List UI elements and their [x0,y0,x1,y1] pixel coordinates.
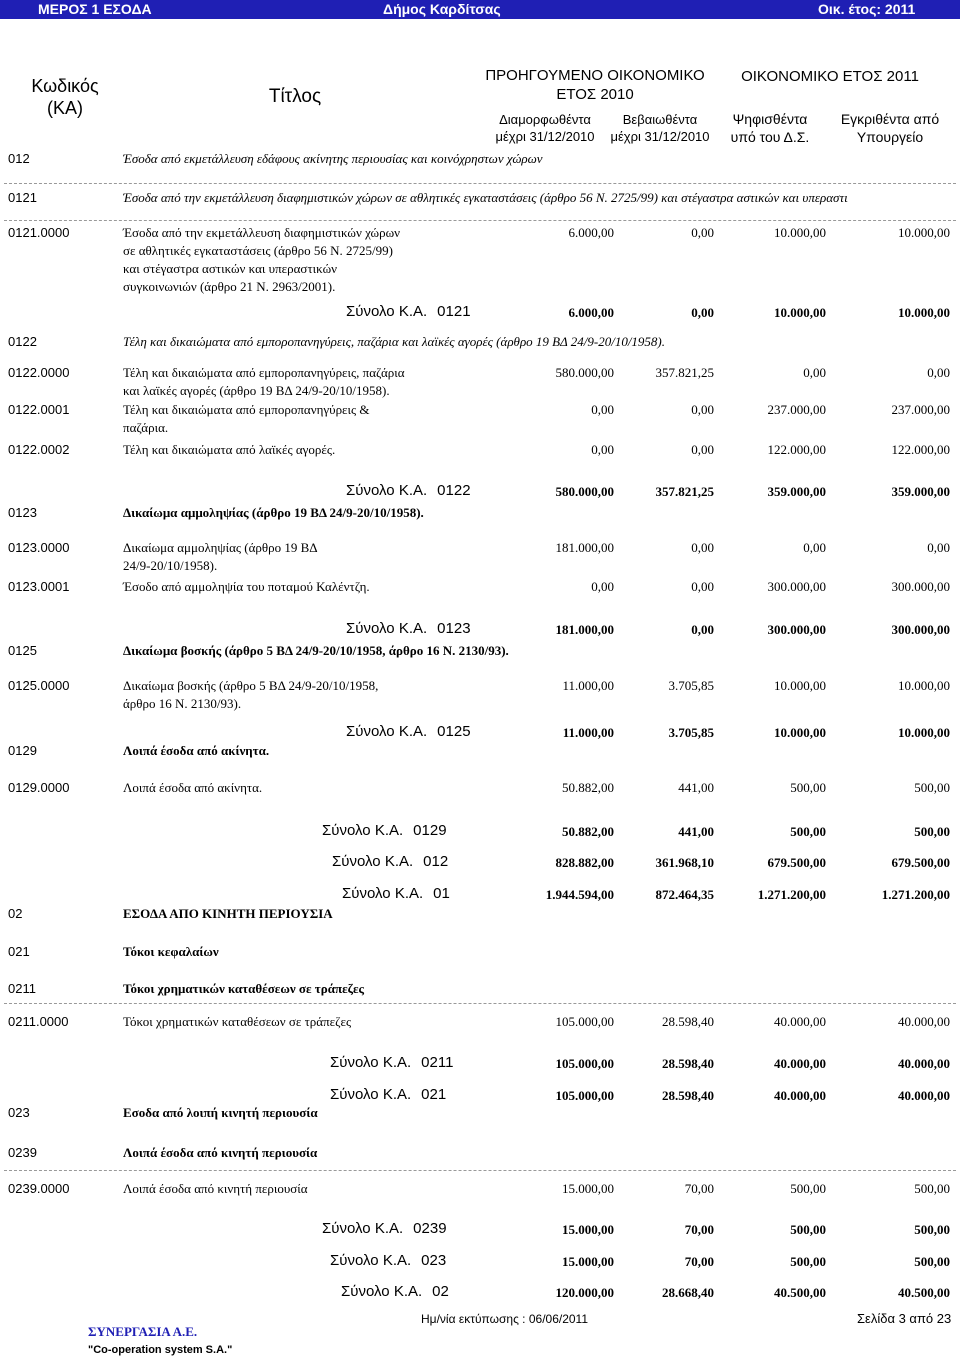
total-formed-value: 105.000,00 [555,1056,614,1071]
page-number: Σελίδα 3 από 23 [857,1311,952,1326]
item-code: 0129.0000 [8,780,70,795]
heading-code: 012 [8,151,30,166]
total-approved-value: 300.000,00 [891,622,950,637]
total-code: 0239 [413,1220,447,1237]
item-approved-value: 0,00 [927,540,950,555]
total-label-text: Σύνολο Κ.Α. [330,1086,412,1103]
total-code: 0122 [437,482,471,499]
heading-code: 0121 [8,190,37,205]
item-approved-value: 40.000,00 [898,1014,950,1029]
total-label-text: Σύνολο Κ.Α. [322,1220,404,1237]
item-description-line: Έσοδα από την εκμετάλλευση διαφημιστικών χώρων [123,225,401,240]
fiscal-year-header: ΟΙΚΟΝΟΜΙΚΟ ΕΤΟΣ 2011 [741,68,919,85]
heading-title: Δικαίωμα βοσκής (άρθρο 5 ΒΔ 24/9-20/10/1958, άρθρο 16 Ν. 2130/93). [123,643,509,658]
total-voted-value: 40.000,00 [774,1056,826,1071]
total-label [330,1086,446,1103]
section-label: ΜΕΡΟΣ 1 ΕΣΟΔΑ [38,1,152,17]
item-description-line: Λοιπά έσοδα από ακίνητα. [123,780,263,795]
heading-title: Τέλη και δικαιώματα από εμποροπανηγύρεις, παζάρια και λαϊκές αγορές (άρθρο 19 ΒΔ 24/9-20/10/1958). [123,334,666,349]
item-code: 0122.0002 [8,442,70,457]
item-description-line: 24/9-20/10/1958). [123,558,218,573]
total-formed-value: 105.000,00 [555,1088,614,1103]
total-certified-value: 0,00 [691,622,714,637]
total-formed-value: 11.000,00 [562,725,614,740]
total-certified-value: 361.968,10 [655,855,714,870]
item-formed-value: 11.000,00 [562,678,614,693]
item-description-line: σε αθλητικές εγκαταστάσεις (άρθρο 56 Ν. 2725/99) [123,243,393,258]
total-approved-value: 500,00 [914,1222,950,1237]
total-certified-value: 3.705,85 [668,725,714,740]
item-certified-value: 3.705,85 [668,678,714,693]
item-code: 0239.0000 [8,1181,70,1196]
row-divider [4,1003,956,1004]
total-certified-value: 0,00 [691,305,714,320]
item-description-line: Τέλη και δικαιώματα από λαϊκές αγορές. [123,442,336,457]
item-approved-value: 10.000,00 [898,678,950,693]
item-description-line: Τέλη και δικαιώματα από εμποροπανηγύρεις, παζάρια [123,365,405,380]
item-code: 0122.0001 [8,402,70,417]
total-certified-value: 28.668,40 [662,1285,714,1300]
item-voted-value: 300.000,00 [767,579,826,594]
total-label [330,1252,446,1269]
item-formed-value: 105.000,00 [555,1014,614,1029]
total-label [346,482,471,499]
row-divider [4,220,956,221]
total-approved-value: 40.500,00 [898,1285,950,1300]
item-certified-value: 441,00 [678,780,714,795]
total-voted-value: 10.000,00 [774,725,826,740]
total-approved-value: 10.000,00 [898,725,950,740]
item-formed-value: 0,00 [591,402,614,417]
heading-title: Εσοδα από λοιπή κινητή περιουσία [123,1105,318,1120]
item-voted-value: 500,00 [790,1181,826,1196]
heading-code: 0125 [8,643,37,658]
item-formed-value: 0,00 [591,442,614,457]
item-code: 0122.0000 [8,365,70,380]
total-label-text: Σύνολο Κ.Α. [346,723,428,740]
heading-code: 021 [8,944,30,959]
total-formed-value: 6.000,00 [568,305,614,320]
item-description-line: Τόκοι χρηματικών καταθέσεων σε τράπεζες [123,1014,352,1029]
total-approved-value: 500,00 [914,1254,950,1269]
item-code: 0125.0000 [8,678,70,693]
total-code: 0129 [413,822,447,839]
total-approved-value: 10.000,00 [898,305,950,320]
total-formed-value: 50.882,00 [562,824,614,839]
item-certified-value: 0,00 [691,225,714,240]
total-certified-value: 28.598,40 [662,1056,714,1071]
total-certified-value: 70,00 [684,1222,714,1237]
item-description-line: και λαϊκές αγορές (άρθρο 19 ΒΔ 24/9-20/10/1958). [123,383,390,398]
total-label [346,303,471,320]
total-formed-value: 580.000,00 [555,484,614,499]
heading-code: 0122 [8,334,37,349]
item-description-line: Έσοδο από αμμοληψία του ποταμού Καλέντζη. [123,579,370,594]
total-voted-value: 300.000,00 [767,622,826,637]
certified-column-header: Βεβαιωθέντα μέχρι 31/12/2010 [610,112,710,144]
total-certified-value: 872.464,35 [655,887,714,902]
total-code: 01 [433,885,450,902]
approved-column-header: Εγκριθέντα από Υπουργείο [840,111,940,145]
item-description-line: παζάρια. [123,420,169,435]
total-label [332,853,448,870]
total-approved-value: 500,00 [914,824,950,839]
top-bar [0,0,960,19]
total-voted-value: 500,00 [790,1222,826,1237]
total-approved-value: 679.500,00 [891,855,950,870]
total-voted-value: 1.271.200,00 [757,887,826,902]
voted-column-header: Ψηφισθέντα υπό του Δ.Σ. [730,111,810,145]
item-certified-value: 70,00 [684,1181,714,1196]
heading-title: Λοιπά έσοδα από κινητή περιουσία [123,1145,318,1160]
total-code: 0121 [437,303,471,320]
item-approved-value: 122.000,00 [891,442,950,457]
total-code: 0211 [421,1054,454,1071]
item-description-line: Τέλη και δικαιώματα από εμποροπανηγύρεις & [123,402,370,417]
total-formed-value: 1.944.594,00 [545,887,614,902]
total-label-text: Σύνολο Κ.Α. [346,303,428,320]
total-code: 012 [423,853,449,870]
total-label-text: Σύνολο Κ.Α. [346,620,428,637]
heading-title: ΕΣΟΔΑ ΑΠΟ ΚΙΝΗΤΗ ΠΕΡΙΟΥΣΙΑ [123,906,333,921]
item-description-line: συγκοινωνιών (άρθρο 21 Ν. 2963/2001). [123,279,336,294]
total-label-text: Σύνολο Κ.Α. [341,1283,423,1300]
item-code: 0123.0001 [8,579,70,594]
heading-code: 0129 [8,743,37,758]
total-code: 021 [421,1086,447,1103]
total-formed-value: 15.000,00 [562,1254,614,1269]
item-formed-value: 15.000,00 [562,1181,614,1196]
item-formed-value: 6.000,00 [568,225,614,240]
item-certified-value: 0,00 [691,540,714,555]
heading-code: 0123 [8,505,37,520]
total-label-text: Σύνολο Κ.Α. [330,1054,412,1071]
item-approved-value: 10.000,00 [898,225,950,240]
heading-code: 0239 [8,1145,37,1160]
total-certified-value: 357.821,25 [655,484,714,499]
item-code: 0123.0000 [8,540,70,555]
total-voted-value: 40.500,00 [774,1285,826,1300]
total-code: 0123 [437,620,471,637]
total-formed-value: 120.000,00 [555,1285,614,1300]
item-voted-value: 40.000,00 [774,1014,826,1029]
total-label-text: Σύνολο Κ.Α. [342,885,424,902]
total-voted-value: 500,00 [790,1254,826,1269]
total-certified-value: 441,00 [678,824,714,839]
item-certified-value: 0,00 [691,579,714,594]
item-voted-value: 237.000,00 [767,402,826,417]
total-label [346,620,471,637]
total-voted-value: 10.000,00 [774,305,826,320]
item-approved-value: 237.000,00 [891,402,950,417]
row-divider [4,1170,956,1171]
company-name: ΣΥΝΕΡΓΑΣΙΑ Α.Ε. [88,1324,198,1339]
heading-code: 023 [8,1105,30,1120]
total-certified-value: 70,00 [684,1254,714,1269]
item-code: 0211.0000 [8,1014,69,1029]
heading-title: Τόκοι χρηματικών καταθέσεων σε τράπεζες [123,981,365,996]
total-label [330,1054,453,1071]
prev-year-header: ΠΡΟΗΓΟΥΜΕΝΟ ΟΙΚΟΝΟΜΙΚΟ ΕΤΟΣ 2010 [485,67,705,103]
fiscal-year-label: Οικ. έτος: 2011 [818,1,916,17]
heading-code: 02 [8,906,23,921]
total-approved-value: 40.000,00 [898,1088,950,1103]
item-certified-value: 0,00 [691,402,714,417]
item-voted-value: 10.000,00 [774,678,826,693]
item-certified-value: 357.821,25 [655,365,714,380]
total-label-text: Σύνολο Κ.Α. [332,853,414,870]
item-description-line: Λοιπά έσοδα από κινητή περιουσία [123,1181,308,1196]
item-voted-value: 500,00 [790,780,826,795]
heading-code: 0211 [8,981,36,996]
total-label [322,1220,447,1237]
title-column-header: Τίτλος [268,86,322,107]
total-formed-value: 181.000,00 [555,622,614,637]
formed-column-header: Διαμορφωθέντα μέχρι 31/12/2010 [495,112,595,144]
heading-title: Δικαίωμα αμμοληψίας (άρθρο 19 ΒΔ 24/9-20/10/1958). [123,505,424,520]
heading-title: Έσοδα από την εκμετάλλευση διαφημιστικών χώρων σε αθλητικές εγκαταστάσεις (άρθρο 56 Ν. 2725/99) και στέγαστρα αστικών και υπεραστι [123,190,848,205]
item-certified-value: 28.598,40 [662,1014,714,1029]
code-column-header: Κωδικός (ΚΑ) [31,76,99,118]
item-formed-value: 580.000,00 [555,365,614,380]
total-formed-value: 828.882,00 [555,855,614,870]
row-divider [4,183,956,184]
total-label [322,822,447,839]
total-voted-value: 679.500,00 [767,855,826,870]
total-code: 02 [432,1283,449,1300]
item-voted-value: 10.000,00 [774,225,826,240]
total-code: 0125 [437,723,471,740]
total-approved-value: 359.000,00 [891,484,950,499]
total-label-text: Σύνολο Κ.Α. [346,482,428,499]
item-description-line: Δικαίωμα αμμοληψίας (άρθρο 19 ΒΔ [123,540,318,555]
item-approved-value: 300.000,00 [891,579,950,594]
item-description-line: και στέγαστρα αστικών και υπεραστικών [123,261,338,276]
item-voted-value: 122.000,00 [767,442,826,457]
item-description-line: άρθρο 16 Ν. 2130/93). [123,696,242,711]
item-approved-value: 500,00 [914,780,950,795]
total-voted-value: 40.000,00 [774,1088,826,1103]
item-voted-value: 0,00 [803,540,826,555]
total-label [346,723,471,740]
item-approved-value: 500,00 [914,1181,950,1196]
item-description-line: Δικαίωμα βοσκής (άρθρο 5 ΒΔ 24/9-20/10/1958, [123,678,379,693]
system-name: "Co-operation system S.A." [88,1344,233,1356]
total-label [342,885,450,902]
total-label-text: Σύνολο Κ.Α. [322,822,404,839]
total-code: 023 [421,1252,447,1269]
total-label [341,1283,449,1300]
municipality-label: Δήμος Καρδίτσας [383,1,501,17]
print-date: Ημ/νία εκτύπωσης : 06/06/2011 [421,1312,589,1326]
item-approved-value: 0,00 [927,365,950,380]
heading-title: Τόκοι κεφαλαίων [123,944,219,959]
total-certified-value: 28.598,40 [662,1088,714,1103]
total-formed-value: 15.000,00 [562,1222,614,1237]
item-certified-value: 0,00 [691,442,714,457]
total-voted-value: 500,00 [790,824,826,839]
item-formed-value: 181.000,00 [555,540,614,555]
total-approved-value: 1.271.200,00 [881,887,950,902]
item-formed-value: 0,00 [591,579,614,594]
heading-title: Έσοδα από εκμετάλλευση εδάφους ακίνητης περιουσίας και κοινόχρηστων χώρων [123,151,543,166]
item-voted-value: 0,00 [803,365,826,380]
total-label-text: Σύνολο Κ.Α. [330,1252,412,1269]
heading-title: Λοιπά έσοδα από ακίνητα. [123,743,270,758]
item-formed-value: 50.882,00 [562,780,614,795]
item-code: 0121.0000 [8,225,70,240]
total-approved-value: 40.000,00 [898,1056,950,1071]
total-voted-value: 359.000,00 [767,484,826,499]
